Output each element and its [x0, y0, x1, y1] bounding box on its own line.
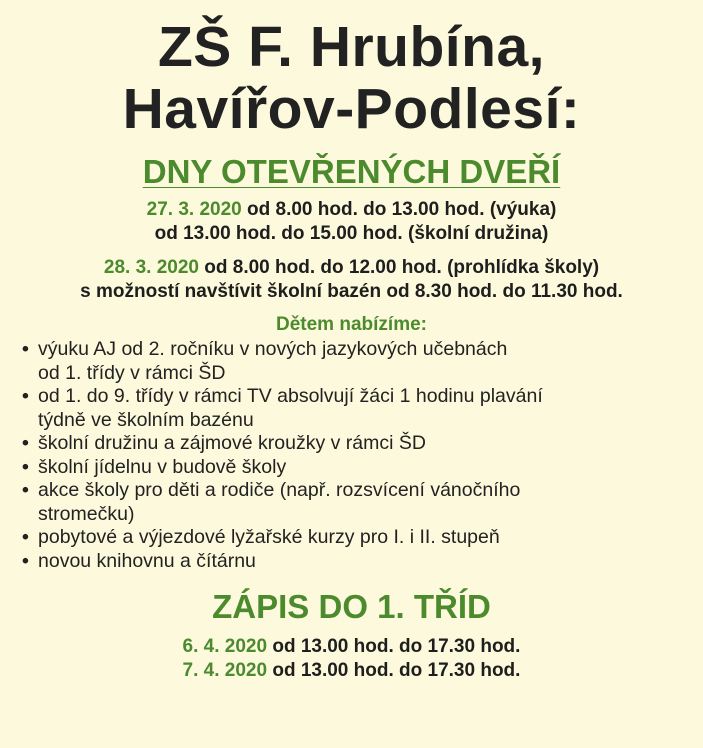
offer-text: novou knihovnu a čítárnu	[38, 549, 256, 572]
offer-text: od 1. do 9. třídy v rámci TV absolvují žáci 1 hodinu plavání	[38, 385, 543, 407]
list-item	[22, 550, 703, 574]
open-day-1	[0, 198, 703, 246]
list-item	[22, 456, 703, 480]
list-item	[22, 432, 703, 456]
offer-text: školní jídelnu v budově školy	[38, 455, 287, 478]
title-line-2: Havířov-Podlesí:	[122, 77, 581, 141]
offers-list	[0, 338, 703, 573]
enrollment-date-1	[0, 635, 703, 659]
open-day-2-line-1	[0, 256, 703, 280]
list-item	[22, 479, 703, 526]
open-days-heading: DNY OTEVŘENÝCH DVEŘÍ	[142, 153, 561, 190]
open-day-1-time: od 8.00 hod. do 13.00 hod. (výuka)	[241, 199, 557, 220]
open-day-2	[0, 256, 703, 304]
enrollment-date-2-date: 7. 4. 2020	[182, 660, 268, 681]
open-day-1-line-2: od 13.00 hod. do 15.00 hod. (školní družina)	[154, 223, 549, 244]
enrollment-dates	[0, 635, 703, 683]
school-title	[0, 0, 703, 140]
open-day-2-time: od 8.00 hod. do 12.00 hod. (prohlídka školy)	[198, 257, 600, 278]
offer-text: akce školy pro děti a rodiče (např. rozsvícení vánočního	[38, 479, 521, 501]
offer-text: pobytové a výjezdové lyžařské kurzy pro I. i II. stupeň	[38, 526, 500, 548]
open-day-1-line-1	[0, 198, 703, 222]
open-day-1-date: 27. 3. 2020	[146, 199, 242, 220]
offers-heading: Dětem nabízíme:	[276, 314, 427, 335]
offer-text-cont: od 1. třídy v rámci ŠD	[38, 361, 226, 384]
enrollment-date-1-time: od 13.00 hod. do 17.30 hod.	[267, 636, 521, 657]
offer-text: výuku AJ od 2. ročníku v nových jazykových učebnách	[38, 338, 508, 360]
enrollment-heading: ZÁPIS DO 1. TŘÍD	[212, 588, 491, 625]
list-item	[22, 526, 703, 550]
offer-text-cont: stromečku)	[38, 502, 135, 525]
offer-text-cont: týdně ve školním bazénu	[38, 408, 254, 431]
list-item	[22, 385, 703, 432]
enrollment-date-2	[0, 659, 703, 683]
title-line-1: ZŠ F. Hrubína,	[157, 15, 546, 79]
enrollment-date-2-time: od 13.00 hod. do 17.30 hod.	[267, 660, 521, 681]
list-item	[22, 338, 703, 385]
open-day-2-line-2: s možností navštívit školní bazén od 8.30 hod. do 11.30 hod.	[80, 281, 623, 302]
enrollment-date-1-date: 6. 4. 2020	[182, 636, 268, 657]
offer-text: školní družinu a zájmové kroužky v rámci ŠD	[38, 432, 426, 454]
open-day-2-date: 28. 3. 2020	[103, 257, 199, 278]
